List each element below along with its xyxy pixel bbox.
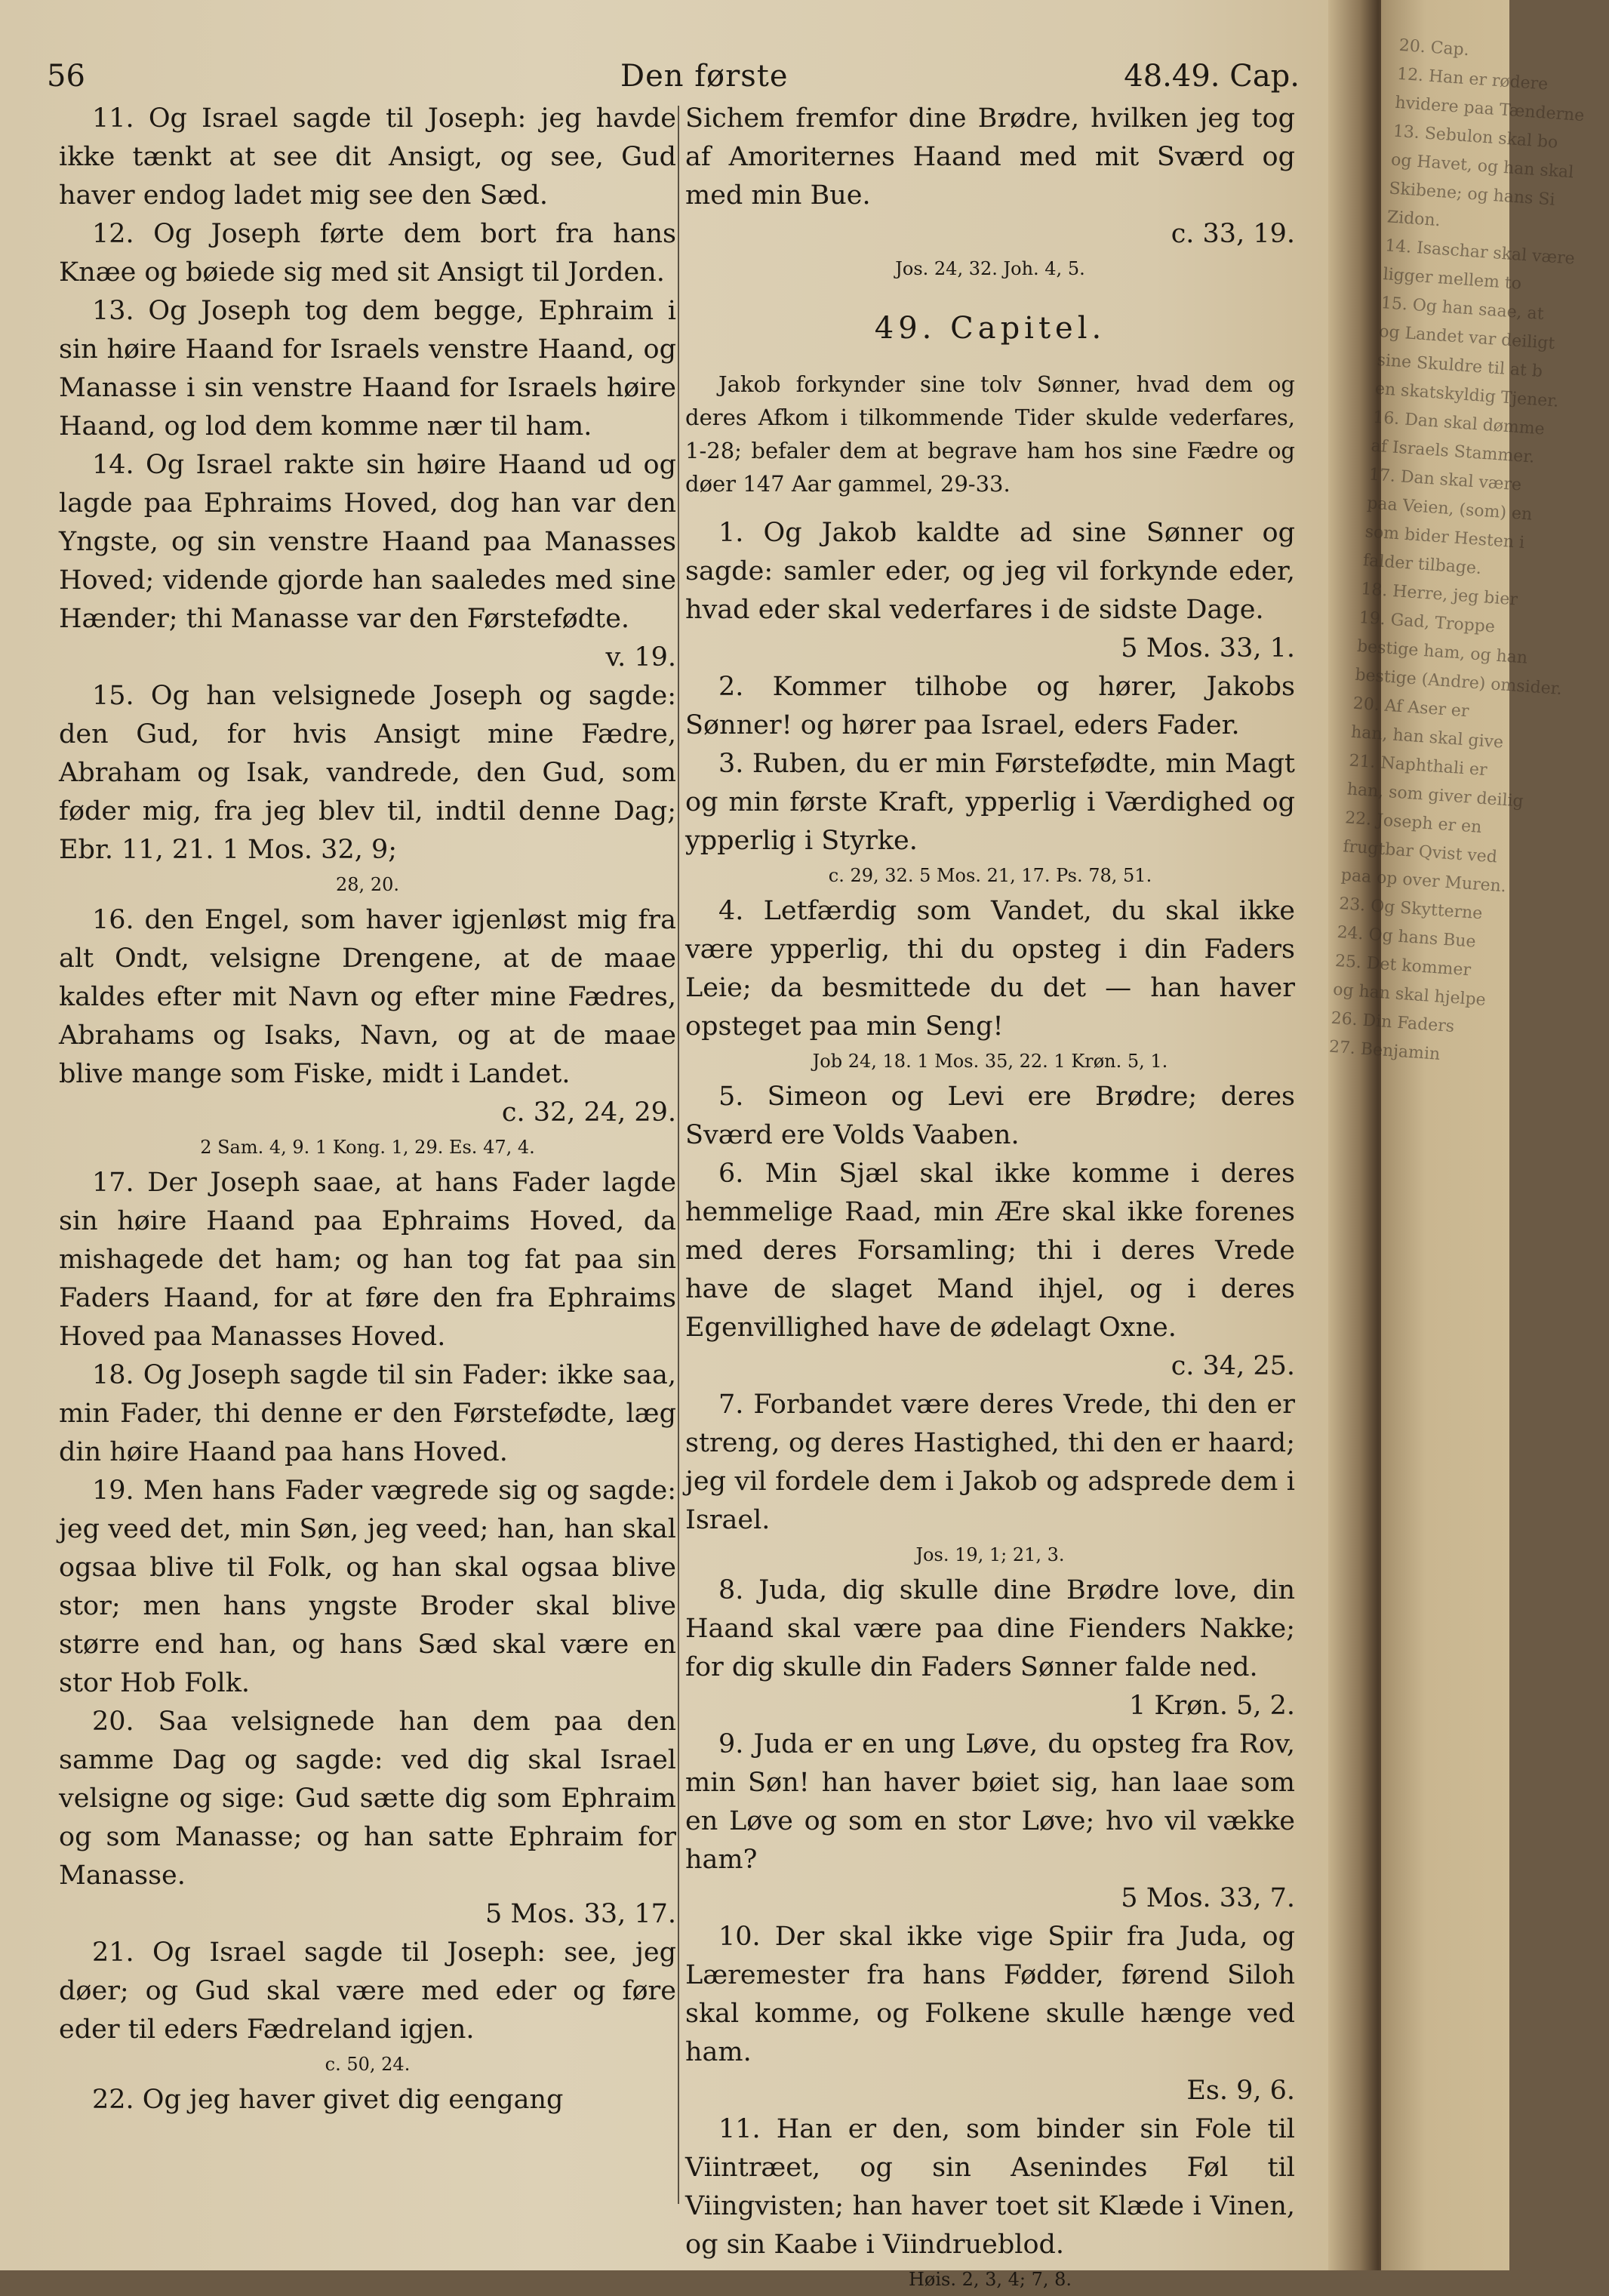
facing-page-line: 20. Cap. [1398,35,1470,60]
verse-reference: 5 Mos. 33, 17. [485,1899,676,1929]
facing-page-line: sine Skuldre til at b [1376,350,1543,382]
verse-49-10: 10. Der skal ikke vige Spiir fra Juda, og Læremester fra hans Fødder, førend Siloh skal komme, og Folkene skulle hænge ved ham. [685,1922,1295,2067]
left-column [59,100,676,2119]
verse-49-5: 5. Simeon og Levi ere Brødre; deres Sværd ere Volds Vaaben. [685,1082,1295,1150]
chapter-summary: Jakob forkynder sine tolv Sønner, hvad dem og deres Afkom i tilkommende Tider skulde vederfares, 1-28; befaler dem at begrave ham hos sine Fædre og døer 147 Aar gammel, 29-33. [685,371,1295,497]
facing-page-line: og Havet, og han skal [1390,150,1574,183]
facing-page-line: 13. Sebulon skal bo [1392,122,1559,152]
facing-page-line: 21. Naphthali er [1348,751,1488,780]
chapter-range: 48.49. Cap. [1124,59,1300,94]
facing-page-line: Zidon. [1386,208,1441,231]
verse-reference: 5 Mos. 33, 1. [1121,633,1295,663]
verse-48-20: 20. Saa velsignede han dem paa den samme Dag og sagde: ved dig skal Israel velsigne og sige: Gud sætte dig som Ephraim og som Manasse; og han satte Ephraim for Manasse. [59,1707,676,1891]
cross-reference: Job 24, 18. 1 Mos. 35, 22. 1 Krøn. 5, 1. [812,1051,1168,1072]
cross-reference: c. 29, 32. 5 Mos. 21, 17. Ps. 78, 51. [828,865,1152,886]
right-column [685,100,1295,2296]
verse-48-21: 21. Og Israel sagde til Joseph: see, jeg døer; og Gud skal være med eder og føre eder til eders Fædreland igjen. [59,1937,676,2045]
facing-page-line: 14. Isaschar skal være [1384,236,1576,269]
facing-page-line: 26. Din Faders [1330,1008,1455,1037]
verse-49-8: 8. Juda, dig skulle dine Brødre love, din Haand skal være paa dine Fienders Nakke; for dig skulle din Faders Sønner falde ned. [685,1575,1295,1682]
cross-reference: 28, 20. [336,874,399,895]
facing-page-line: 12. Han er rødere [1396,64,1549,94]
verse-reference: v. 19. [605,642,676,672]
verse-49-4: 4. Letfærdig som Vandet, du skal ikke være ypperlig, thi du opsteg i din Faders Leie; da besmittede du det — han haver opsteget paa min Seng! [685,896,1295,1042]
facing-page-line: han, han skal give [1350,722,1504,753]
verse-48-12: 12. Og Joseph førte dem bort fra hans Knæe og bøiede sig med sit Ansigt til Jorden. [59,219,676,288]
facing-page-line: frugtbar Qvist ved [1342,837,1498,867]
facing-page-line: Skibene; og hans Si [1388,179,1556,210]
facing-page-line: 19. Gad, Troppe [1358,608,1496,637]
facing-page-line: 23. Og Skytterne [1338,894,1484,924]
facing-page [1328,0,1586,2270]
verse-reference: c. 33, 19. [1171,219,1295,249]
verse-49-1: 1. Og Jakob kaldte ad sine Sønner og sagde: samler eder, og jeg vil forkynde eder, hvad eder skal vederfares i de sidste Dage. [685,518,1295,625]
facing-page-line: og han skal hjelpe [1332,980,1487,1010]
cross-reference: Jos. 19, 1; 21, 3. [915,1544,1065,1565]
chapter-heading: 49. Capitel. [874,311,1106,346]
verse-48-15: 15. Og han velsignede Joseph og sagde: den Gud, for hvis Ansigt mine Fædre, Abraham og Isak, vandrede, den Gud, som føder mig, fra jeg blev til, indtil denne Dag; Ebr. 11, 21. 1 Mos. 32, 9; [59,681,676,865]
verse-49-7: 7. Forbandet være deres Vrede, thi den er streng, og deres Hastighed, thi den er haard; jeg vil fordele dem i Jakob og adsprede dem i Israel. [685,1390,1295,1535]
cross-reference: c. 50, 24. [325,2054,411,2075]
facing-page-line: 18. Herre, jeg bier [1360,580,1518,610]
facing-page-line: og Landet var deiligt [1378,322,1555,354]
facing-page-line: hvidere paa Tænderne [1394,93,1586,126]
verse-reference: 1 Krøn. 5, 2. [1128,1691,1295,1721]
facing-page-line: ligger mellem to [1382,265,1522,294]
facing-page-line: han, som giver deilig [1346,780,1524,811]
verse-48-13: 13. Og Joseph tog dem begge, Ephraim i sin høire Haand for Israels venstre Haand, og Manasse i sin venstre Haand for Israels høire Haand, og lod dem komme nær til ham. [59,296,676,442]
verse-49-3: 3. Ruben, du er min Førstefødte, min Magt og min første Kraft, ypperlig i Værdighed og ypperlig i Styrke. [685,749,1295,856]
facing-page-line: 15. Og han saae, at [1380,294,1545,325]
verse-48-19: 19. Men hans Fader vægrede sig og sagde: jeg veed det, min Søn, jeg veed; han, han skal ogsaa blive til Folk, og han skal ogsaa blive stor; men hans yngste Broder skal blive større end han, og hans Sæd skal være en stor Hob Folk. [59,1476,676,1698]
verse-48-16: 16. den Engel, som haver igjenløst mig fra alt Ondt, velsigne Drengene, at de maae kaldes efter mit Navn og efter mine Fædres, Abrahams og Isaks, Navn, og at de maae blive mange som Fiske, midt i Landet. [59,905,676,1089]
verse-reference: c. 32, 24, 29. [501,1097,676,1128]
facing-page-line: 27. Benjamin [1328,1037,1441,1064]
facing-page-line: paa op over Muren. [1340,866,1507,897]
column-divider [678,106,679,2204]
verse-48-11: 11. Og Israel sagde til Joseph: jeg havde ikke tænkt at see dit Ansigt, og see, Gud haver endog ladet mig see den Sæd. [59,103,676,211]
verse-reference: Es. 9, 6. [1186,2076,1295,2106]
facing-page-line: 24. Og hans Bue [1336,922,1477,952]
verse-49-11: 11. Han er den, som binder sin Fole til Viintræet, og sin Asenindes Føl til Viingvisten; han haver toet sit Klæde i Vinen, og sin Kaabe i Viindrueblod. [685,2114,1295,2260]
cross-reference: Høis. 2, 3, 4; 7, 8. [908,2269,1072,2290]
facing-page-line: 17. Dan skal være [1368,465,1522,495]
cross-reference: Jos. 24, 32. Joh. 4, 5. [895,258,1085,279]
facing-page-line: 25. Det kommer [1334,951,1472,980]
page-number: 56 [47,59,85,94]
running-head [47,59,1300,101]
facing-page-line: bestige (Andre) omsider. [1354,665,1563,699]
facing-page-line: en skatskyldig Tjener. [1374,379,1560,411]
verse-48-18: 18. Og Joseph sagde til sin Fader: ikke saa, min Fader, thi denne er den Førstefødte, læg din høire Haand paa hans Hoved. [59,1360,676,1467]
facing-page-line: falder tilbage. [1362,551,1482,579]
verse-49-6: 6. Min Sjæl skal ikke komme i deres hemmelige Raad, min Ære skal ikke forenes med deres Forsamling; thi i deres Vrede have de slaget Mand ihjel, og i deres Egenvillighed have de ødelagt Oxne. [685,1159,1295,1343]
verse-reference: 5 Mos. 33, 7. [1121,1883,1295,1913]
book-title: Den første [620,59,789,94]
facing-page-line: 16. Dan skal dømme [1372,408,1546,439]
facing-page-line: 20. Af Aser er [1352,694,1470,722]
facing-page-line: paa Veien, (som) en [1366,494,1533,525]
verse-48-22: 22. Og jeg haver givet dig eengang [92,2085,564,2115]
facing-page-line: 22. Joseph er en [1344,808,1483,837]
verse-48-22-continued: Sichem fremfor dine Brødre, hvilken jeg tog af Amoriternes Haand med mit Sværd og med min Bue. [685,103,1295,211]
verse-49-2: 2. Kommer tilhobe og hører, Jakobs Sønner! og hører paa Israel, eders Fader. [685,672,1295,740]
cross-reference: 2 Sam. 4, 9. 1 Kong. 1, 29. Es. 47, 4. [200,1137,535,1158]
facing-page-line: bestige ham, og han [1356,636,1528,668]
verse-48-14: 14. Og Israel rakte sin høire Haand ud og lagde paa Ephraims Hoved, dog han var den Yngste, og sin venstre Haand paa Manasses Hoved; vidende gjorde han saaledes med sine Hænder; thi Manasse var den Førstefødte. [59,450,676,634]
verse-49-9: 9. Juda er en ung Løve, du opsteg fra Rov, min Søn! han haver bøiet sig, han laae som en Løve og som en stor Løve; hvo vil vække ham? [685,1729,1295,1875]
verse-48-17: 17. Der Joseph saae, at hans Fader lagde sin høire Haand paa Ephraims Hoved, da mishagede det ham; og han tog fat paa sin Faders Haand, for at føre den fra Ephraims Hoved paa Manasses Hoved. [59,1168,676,1352]
facing-page-line: af Israels Stammer. [1370,436,1536,467]
verse-reference: c. 34, 25. [1171,1351,1295,1381]
facing-page-line: som bider Hesten i [1364,522,1525,552]
